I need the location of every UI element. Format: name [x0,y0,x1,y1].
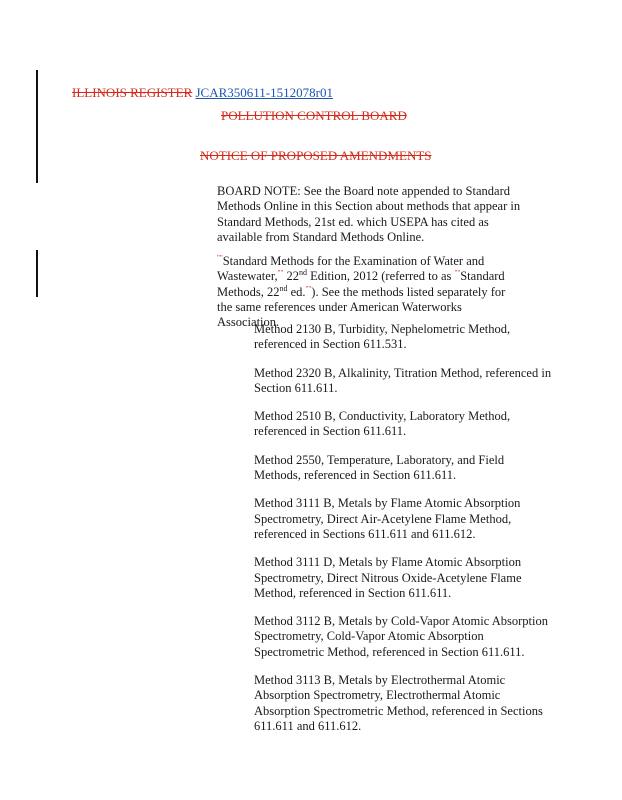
register-inserted-text: JCAR350611-1512078r01 [195,85,333,100]
change-bar [36,250,38,297]
change-mark: "" [454,269,461,278]
method-item: Method 2130 B, Turbidity, Nephelometric Method, referenced in Section 611.531. [254,322,511,352]
sm-tail: ). See the methods listed separately for the same references under American Waterworks Association. [217,284,506,330]
sm-edition-rest: Edition, 2012 (referred to as [306,269,455,284]
method-item: Method 2320 B, Alkalinity, Titration Method, referenced in Section 611.611. [254,365,552,395]
method-item: Method 2510 B, Conductivity, Laboratory Method, referenced in Section 611.611. [254,409,511,439]
method-item: Method 3111 D, Metals by Flame Atomic Absorption Spectrometry, Direct Nitrous Oxide-Acetylene Flame Method, referenced in Section 611.611. [254,555,522,600]
sm-edition-sup: nd [298,268,307,278]
method-item: Method 2550, Temperature, Laboratory, and Field Methods, referenced in Section 611.611. [254,452,505,483]
board-note: BOARD NOTE: See the Board note appended to Standard Methods Online in this Section about methods that appear in Standard Methods, 21st ed. which USEPA has cited as available from Standard Methods Online. [217,184,521,244]
sm-ref-sup: nd [279,283,288,293]
method-item: Method 3111 B, Metals by Flame Atomic Absorption Spectrometry, Direct Air-Acetylene Flame Method, referenced in Sections 611.611 and 611.612. [254,496,521,541]
notice-header: NOTICE OF PROPOSED AMENDMENTS [200,148,432,163]
register-header [72,85,333,101]
register-deleted-text: ILLINOIS REGISTER [72,85,193,100]
sm-title: Standard Methods for the Examination of Water and Wastewater, [217,254,485,284]
method-item: Method 3113 B, Metals by Electrothermal Atomic Absorption Spectrometry, Electrothermal Atomic Absorption Spectrometric Method, referenced in Sections 611.611 and 611.612. [254,673,543,733]
sm-ref-short: Standard Methods, 22 [217,269,505,299]
sm-ref-end: ed. [287,284,306,299]
methods-list [254,322,554,747]
change-mark: "" [277,269,284,278]
board-header: POLLUTION CONTROL BOARD [221,108,407,123]
change-mark: "" [305,284,312,293]
change-bar [36,70,38,183]
standard-methods-paragraph [217,254,522,330]
method-item: Method 3112 B, Metals by Cold-Vapor Atomic Absorption Spectrometry, Cold-Vapor Atomic Absorption Spectrometric Method, referenced in Section 611.611. [254,614,548,659]
change-mark: "" [217,253,223,262]
sm-edition: 22 [286,269,299,284]
